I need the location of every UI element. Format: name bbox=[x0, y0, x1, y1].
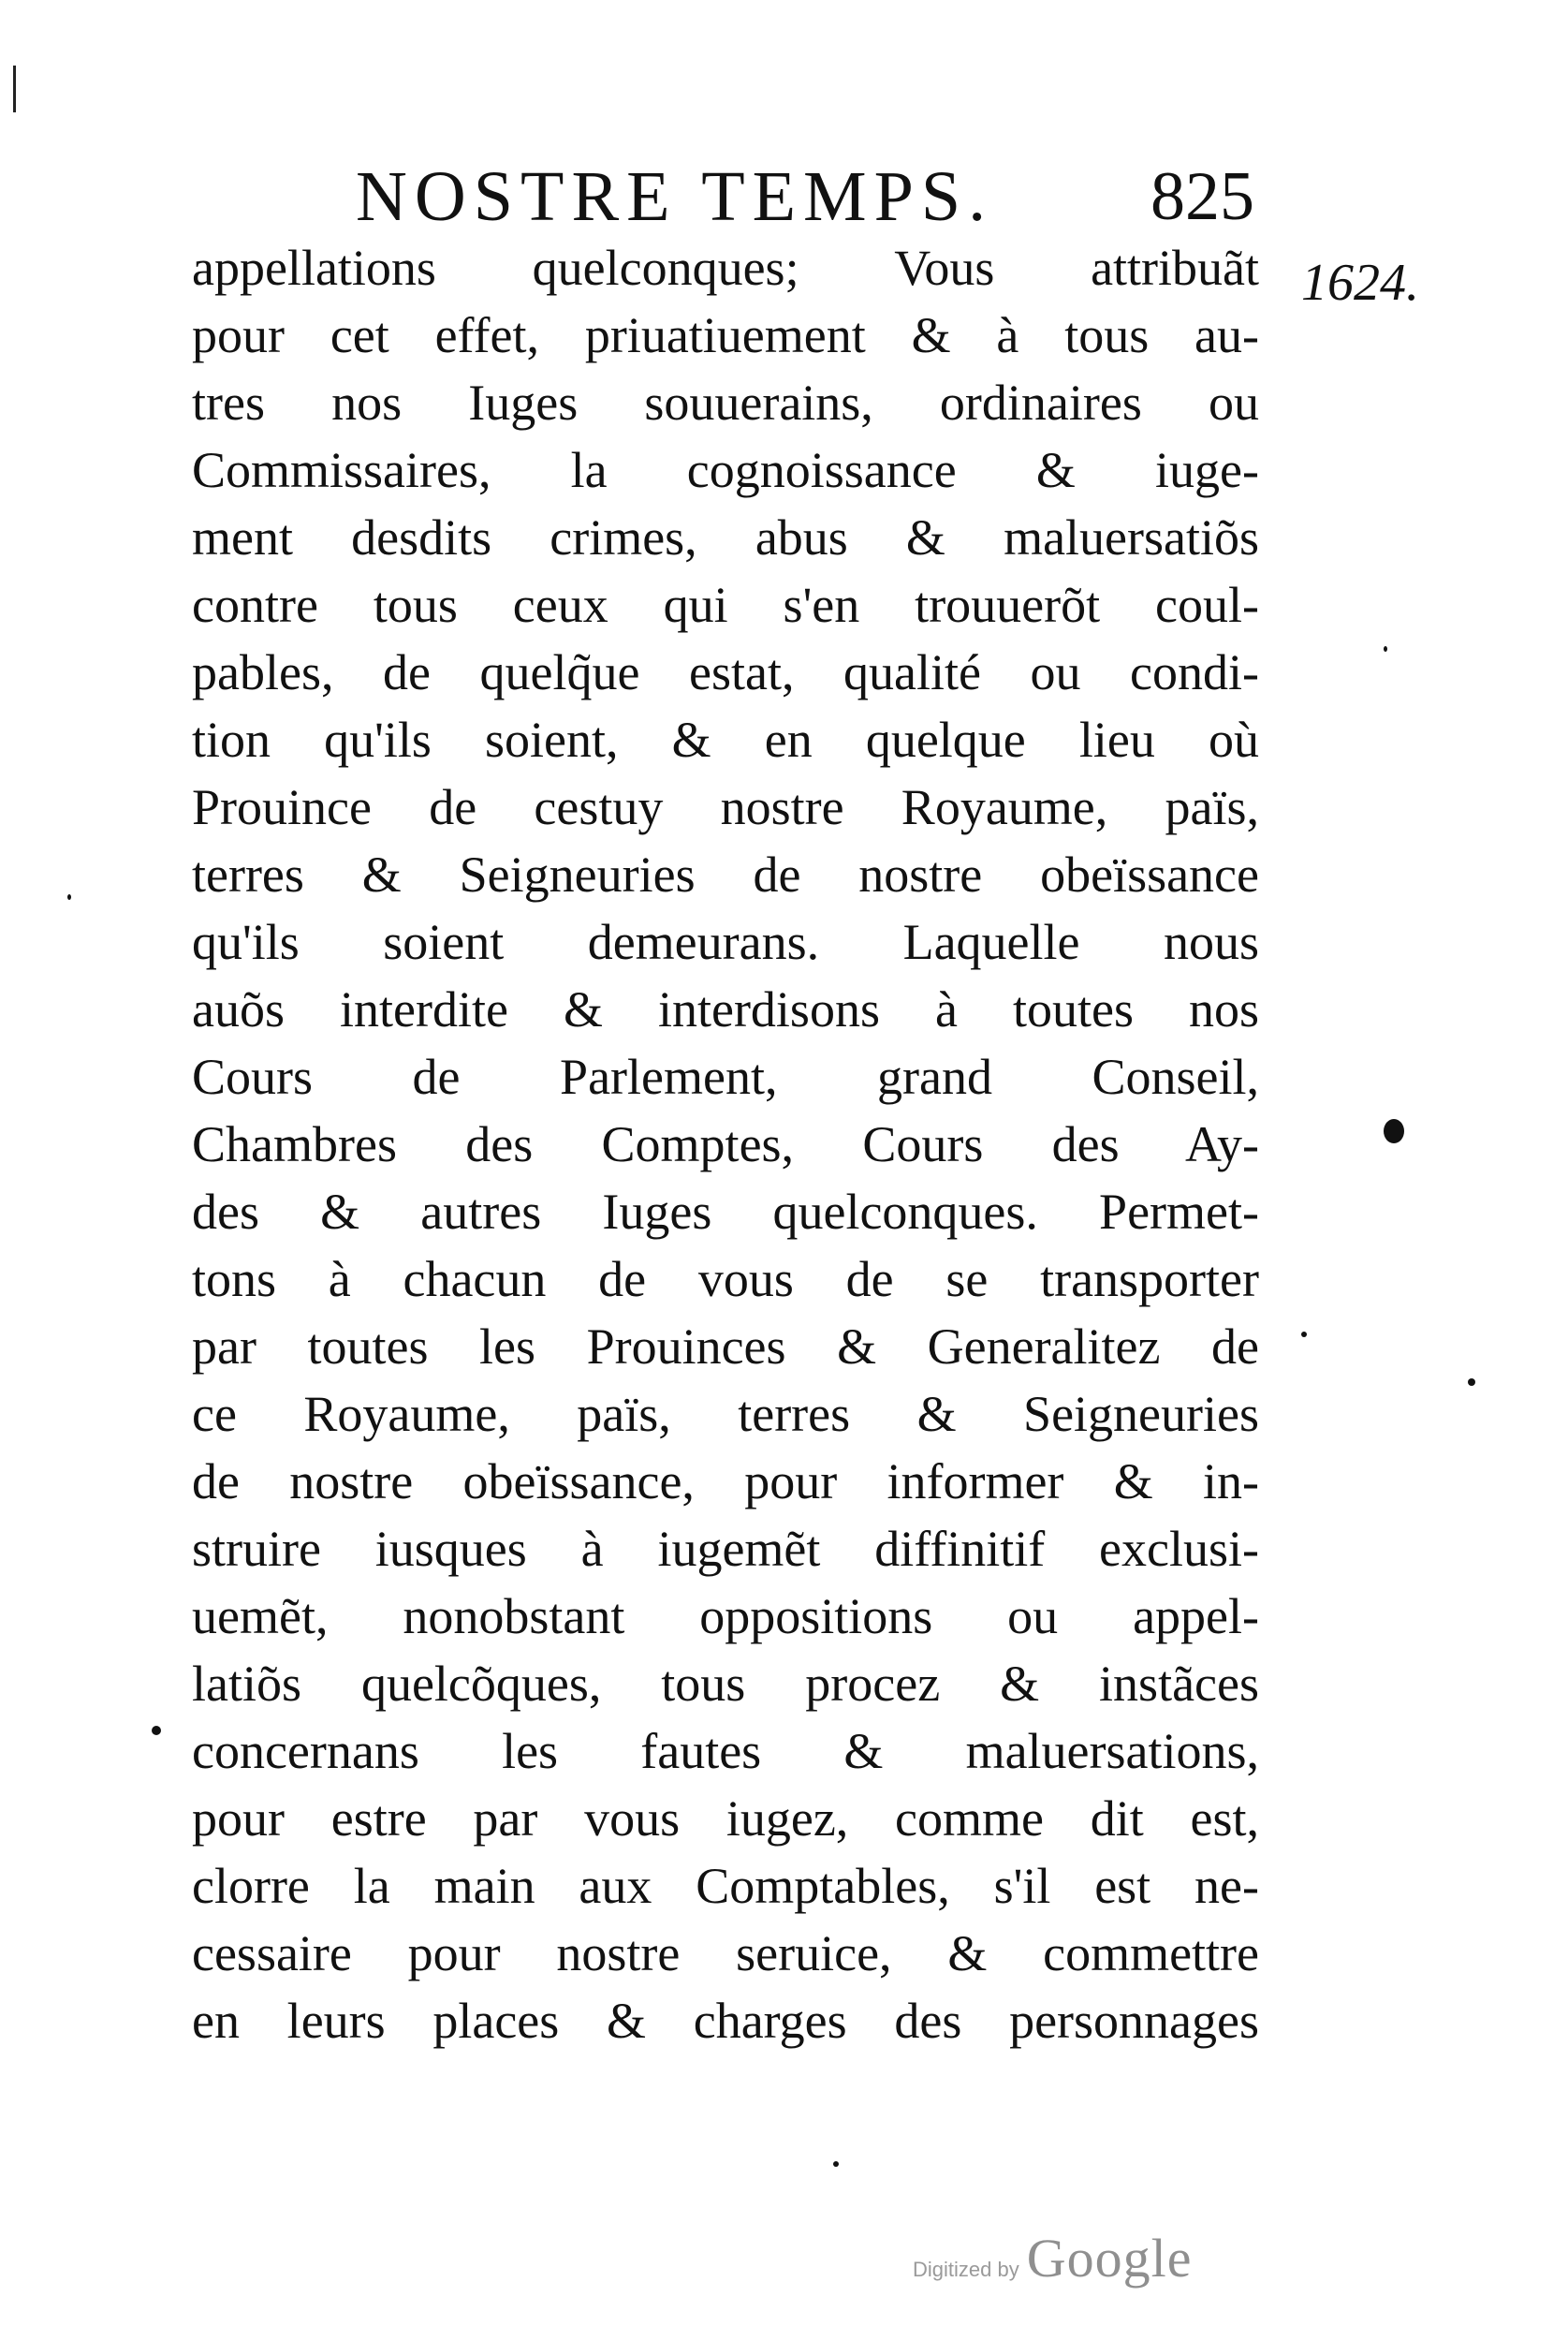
text-line: uemẽt, nonobstant oppositions ou appel- bbox=[192, 1588, 1259, 1644]
text-line: par toutes les Prouinces & Generalitez de bbox=[192, 1318, 1259, 1375]
scan-speck bbox=[67, 894, 71, 900]
text-line: contre tous ceux qui s'en trouuerõt coul- bbox=[192, 577, 1259, 633]
text-line: concernans les fautes & maluersations, bbox=[192, 1723, 1259, 1779]
text-line: Commissaires, la cognoissance & iuge- bbox=[192, 442, 1259, 498]
text-line: ce Royaume, païs, terres & Seigneuries bbox=[192, 1386, 1259, 1442]
scan-edge-mark bbox=[13, 66, 16, 112]
page-header bbox=[356, 150, 1254, 243]
text-line: de nostre obeïssance, pour informer & in- bbox=[192, 1453, 1259, 1509]
text-line: auõs interdite & interdisons à toutes nos bbox=[192, 981, 1259, 1038]
google-logo-text: Google bbox=[1026, 2228, 1193, 2289]
page-number: 825 bbox=[1150, 158, 1254, 235]
text-line: clorre la main aux Comptables, s'il est ne- bbox=[192, 1858, 1259, 1914]
text-line: struire iusques à iugemẽt diffinitif exclusi- bbox=[192, 1521, 1259, 1577]
margin-year-note: 1624. bbox=[1301, 254, 1419, 312]
scan-speck bbox=[1301, 1332, 1307, 1337]
scan-speck bbox=[833, 2161, 839, 2167]
text-line: Prouince de cestuy nostre Royaume, païs, bbox=[192, 779, 1259, 835]
text-line: qu'ils soient demeurans. Laquelle nous bbox=[192, 914, 1259, 970]
text-line: tion qu'ils soient, & en quelque lieu où bbox=[192, 712, 1259, 768]
text-line: tons à chacun de vous de se transporter bbox=[192, 1251, 1259, 1307]
body-text bbox=[192, 234, 1259, 2054]
scan-speck bbox=[1384, 646, 1387, 652]
scan-speck bbox=[152, 1726, 161, 1735]
text-line: des & autres Iuges quelconques. Permet- bbox=[192, 1184, 1259, 1240]
scan-speck bbox=[1468, 1378, 1475, 1386]
text-line: pables, de quelq̃ue estat, qualité ou condi- bbox=[192, 644, 1259, 700]
text-line: en leurs places & charges des personnages bbox=[192, 1993, 1259, 2049]
text-line: terres & Seigneuries de nostre obeïssance bbox=[192, 847, 1259, 903]
digitized-by-google-watermark bbox=[913, 2227, 1192, 2292]
text-line: Cours de Parlement, grand Conseil, bbox=[192, 1049, 1259, 1105]
text-line: latiõs quelcõques, tous procez & instãces bbox=[192, 1656, 1259, 1712]
text-line: Chambres des Comptes, Cours des Ay- bbox=[192, 1116, 1259, 1172]
text-line: pour cet effet, priuatiuement & à tous au- bbox=[192, 307, 1259, 363]
running-title: NOSTRE TEMPS. bbox=[356, 157, 994, 236]
text-line: appellations quelconques; Vous attribuãt bbox=[192, 240, 1259, 296]
text-line: cessaire pour nostre seruice, & commettre bbox=[192, 1925, 1259, 1981]
digitized-by-label: Digitized by bbox=[913, 2258, 1019, 2281]
text-line: ment desdits crimes, abus & maluersatiõs bbox=[192, 509, 1259, 566]
scan-speck bbox=[1384, 1119, 1404, 1143]
text-line: pour estre par vous iugez, comme dit est, bbox=[192, 1790, 1259, 1847]
text-line: tres nos Iuges souuerains, ordinaires ou bbox=[192, 375, 1259, 431]
